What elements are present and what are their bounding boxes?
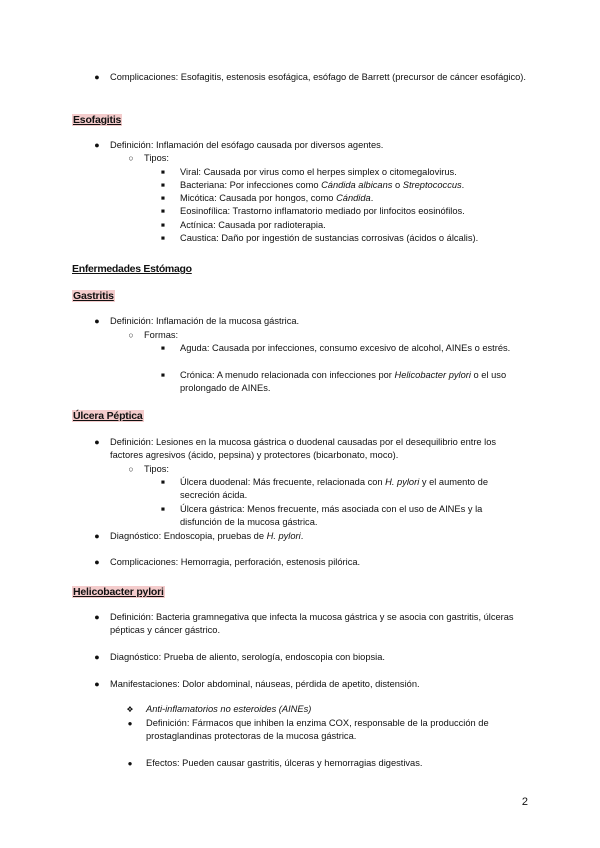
circle-bullet-icon: ○ (128, 464, 134, 474)
esofagitis-eosinofilica: Eosinofílica: Trastorno inflamatorio mediado por linfocitos eosinófilos. (180, 206, 465, 216)
ulcera-duodenal: Úlcera duodenal: Más frecuente, relacionada con H. pylori y el aumento de secreción ácida. (180, 477, 489, 501)
ulcera-heading: Úlcera Péptica (73, 410, 143, 422)
aines-title: Anti-inflamatorios no esteroides (AINEs) (146, 704, 312, 714)
circle-bullet-icon: ○ (128, 153, 134, 163)
bullet-icon: ● (94, 316, 100, 326)
square-bullet-icon: ■ (161, 222, 165, 229)
bullet-icon: ● (94, 679, 100, 689)
esofagitis-caustica: Caustica: Daño por ingestión de sustancias corrosivas (ácidos o álcalis). (180, 233, 479, 243)
square-bullet-icon: ■ (161, 208, 165, 215)
diamond-bullet-icon: ❖ (126, 705, 134, 714)
ulcera-definicion: Definición: Lesiones en la mucosa gástrica o duodenal causadas por el desequilibrio entre los factores agresivos (ácido, pepsina) y protectores (bicarbonato, moco). (110, 437, 497, 461)
square-bullet-icon: ■ (161, 506, 165, 513)
circle-bullet-icon: ○ (128, 330, 134, 340)
bullet-icon: ● (94, 652, 100, 662)
square-bullet-icon: ■ (161, 182, 165, 189)
esofagitis-heading: Esofagitis (73, 114, 122, 126)
square-bullet-icon: ■ (161, 479, 165, 486)
gastritis-formas-label: Formas: (144, 330, 179, 340)
square-bullet-icon: ■ (161, 345, 165, 352)
ulcera-gastrica: Úlcera gástrica: Menos frecuente, más asociada con el uso de AINEs y la disfunción de la mucosa gástrica. (180, 504, 483, 528)
hpylori-diagnostico: Diagnóstico: Prueba de aliento, serología, endoscopia con biopsia. (110, 652, 385, 662)
gastritis-aguda: Aguda: Causada por infecciones, consumo excesivo de alcohol, AINEs o estrés. (180, 343, 511, 353)
aines-definicion: Definición: Fármacos que inhiben la enzima COX, responsable de la producción de prostaglandinas protectoras de la mucosa gástrica. (146, 718, 489, 742)
square-bullet-icon: ■ (161, 169, 165, 176)
esofagitis-tipos-label: Tipos: (144, 153, 169, 163)
bullet-icon: ● (94, 437, 100, 447)
bullet-icon: ● (127, 719, 133, 728)
hpylori-definicion: Definición: Bacteria gramnegativa que infecta la mucosa gástrica y se asocia con gastritis, úlceras pépticas y cáncer gástrico. (110, 612, 514, 636)
square-bullet-icon: ■ (161, 235, 165, 242)
square-bullet-icon: ■ (161, 372, 165, 379)
gastritis-heading: Gastritis (73, 290, 114, 302)
esofagitis-actinica: Actínica: Causada por radioterapia. (180, 220, 326, 230)
ulcera-tipos-label: Tipos: (144, 464, 169, 474)
bullet-icon: ● (94, 557, 100, 567)
complicaciones-item: Complicaciones: Esofagitis, estenosis esofágica, esófago de Barrett (precursor de cáncer esofágico). (110, 72, 526, 82)
bullet-icon: ● (94, 531, 100, 541)
esofagitis-viral: Viral: Causada por virus como el herpes simplex o citomegalovirus. (180, 167, 457, 177)
gastritis-definicion: Definición: Inflamación de la mucosa gástrica. (110, 316, 300, 326)
ulcera-complicaciones: Complicaciones: Hemorragia, perforación, estenosis pilórica. (110, 557, 361, 567)
hpylori-manifestaciones: Manifestaciones: Dolor abdominal, náuseas, pérdida de apetito, distensión. (110, 679, 420, 689)
bullet-icon: ● (94, 612, 100, 622)
page-number: 2 (521, 796, 528, 808)
esofagitis-bacteriana: Bacteriana: Por infecciones como Cándida albicans o Streptococcus. (180, 180, 465, 190)
aines-efectos: Efectos: Pueden causar gastritis, úlceras y hemorragias digestivas. (146, 758, 423, 768)
hpylori-heading: Helicobacter pylori (73, 586, 164, 598)
square-bullet-icon: ■ (161, 195, 165, 202)
esofagitis-definicion: Definición: Inflamación del esófago causada por diversos agentes. (110, 140, 384, 150)
gastritis-cronica: Crónica: A menudo relacionada con infecciones por Helicobacter pylori o el uso prolongado de AINEs. (180, 370, 507, 394)
bullet-icon: ● (94, 72, 100, 82)
ulcera-diagnostico: Diagnóstico: Endoscopia, pruebas de H. pylori. (110, 531, 304, 541)
bullet-icon: ● (94, 140, 100, 150)
esofagitis-micotica: Micótica: Causada por hongos, como Cándida. (180, 193, 374, 203)
enfermedades-estomago-heading: Enfermedades Estómago (72, 263, 192, 275)
bullet-icon: ● (127, 759, 133, 768)
